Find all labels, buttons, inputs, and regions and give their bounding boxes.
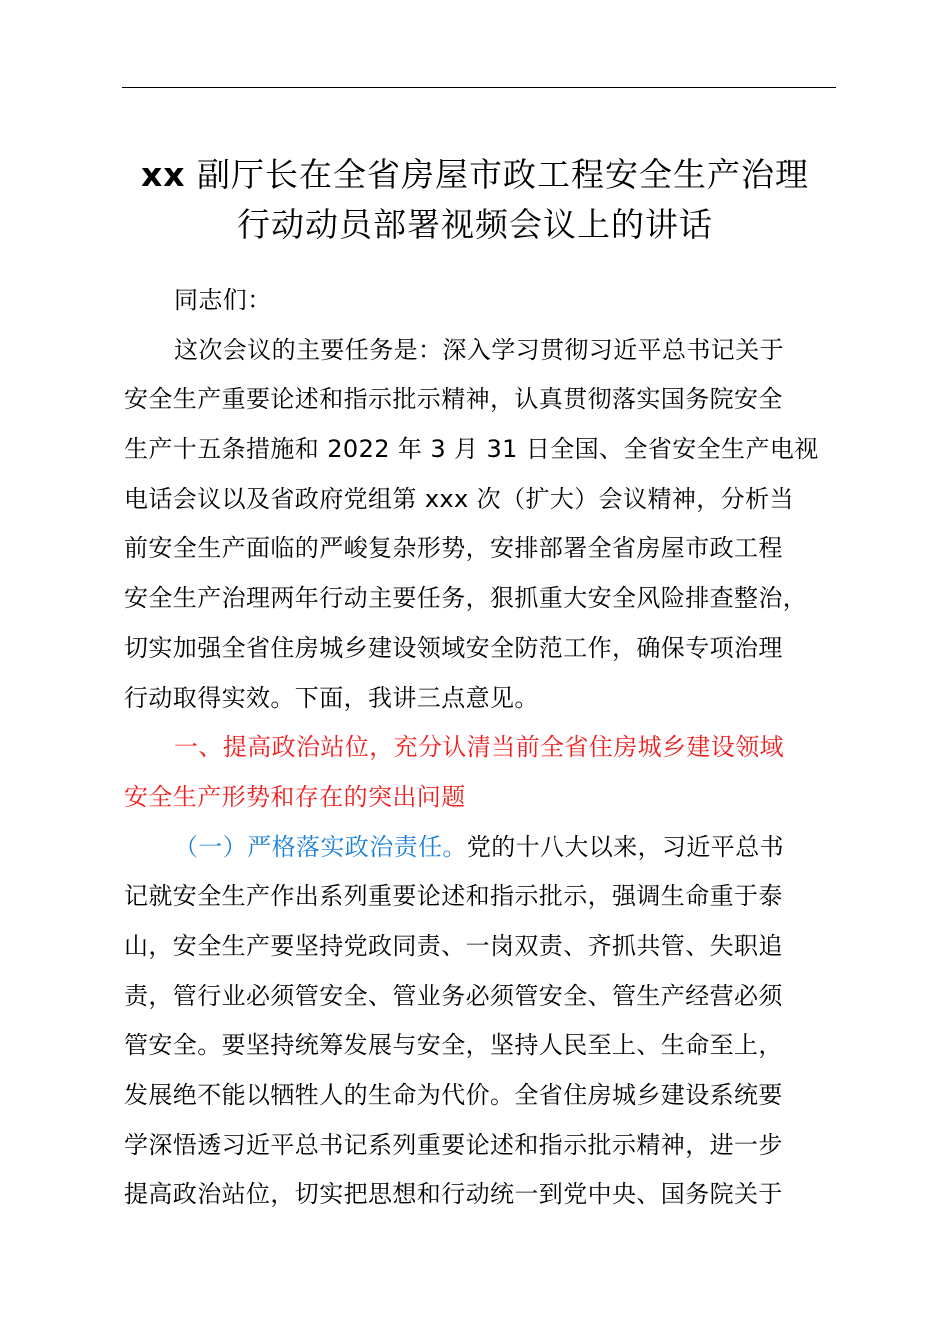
- paragraph2-first-rest: 党的十八大以来，习近平总书: [466, 832, 785, 861]
- section-heading-line: 安全生产形势和存在的突出问题: [124, 782, 466, 811]
- paragraph2-line: 提高政治站位，切实把思想和行动统一到党中央、国务院关于: [124, 1180, 783, 1209]
- document-body: [124, 276, 840, 1220]
- paragraph2-line: 发展绝不能以牺牲人的生命为代价。全省住房城乡建设系统要: [124, 1081, 783, 1109]
- paragraph1-line: 这次会议的主要任务是：深入学习贯彻习近平总书记关于: [174, 335, 784, 364]
- title-rest: 副厅长在全省房屋市政工程安全生产治理: [185, 155, 810, 194]
- paragraph1-line: 行动取得实效。下面，我讲三点意见。: [124, 683, 539, 712]
- title-line: [100, 200, 850, 250]
- paragraph2-line: 山，安全生产要坚持党政同责、一岗双责、齐抓共管、失职追: [124, 931, 783, 960]
- section-heading-line: 一、提高政治站位，充分认清当前全省住房城乡建设领域: [174, 733, 784, 762]
- paragraph2-line: 责，管行业必须管安全、管业务必须管安全、管生产经营必须: [124, 981, 783, 1010]
- paragraph1-line: 前安全生产面临的严峻复杂形势，安排部署全省房屋市政工程: [124, 534, 783, 563]
- title-line: [100, 150, 850, 200]
- paragraph2-line: 管安全。要坚持统筹发展与安全，坚持人民至上、生命至上，: [124, 1031, 783, 1060]
- paragraph2-first-line: [124, 823, 840, 873]
- document-title: [100, 150, 850, 250]
- paragraph2-line: 学深悟透习近平总书记系列重要论述和指示批示精神，进一步: [124, 1130, 783, 1159]
- salutation: 同志们：: [174, 286, 272, 314]
- paragraph1-line: 切实加强全省住房城乡建设领域安全防范工作，确保专项治理: [124, 633, 783, 662]
- title-rest: 行动动员部署视频会议上的讲话: [237, 205, 713, 244]
- subsection-heading: （一）严格落实政治责任。: [174, 832, 467, 861]
- title-lead: xx: [140, 155, 186, 194]
- paragraph1-line: 生产十五条措施和 2022 年 3 月 31 日全国、全省安全生产电视: [124, 435, 819, 464]
- paragraph1-line: 电话会议以及省政府党组第 xxx 次（扩大）会议精神，分析当: [124, 484, 794, 513]
- paragraph1-line: 安全生产治理两年行动主要任务，狠抓重大安全风险排查整治，: [124, 584, 808, 613]
- paragraph2-line: 记就安全生产作出系列重要论述和指示批示，强调生命重于泰: [124, 882, 783, 911]
- paragraph1-line: 安全生产重要论述和指示批示精神，认真贯彻落实国务院安全: [124, 385, 783, 414]
- header-rule: [122, 87, 836, 88]
